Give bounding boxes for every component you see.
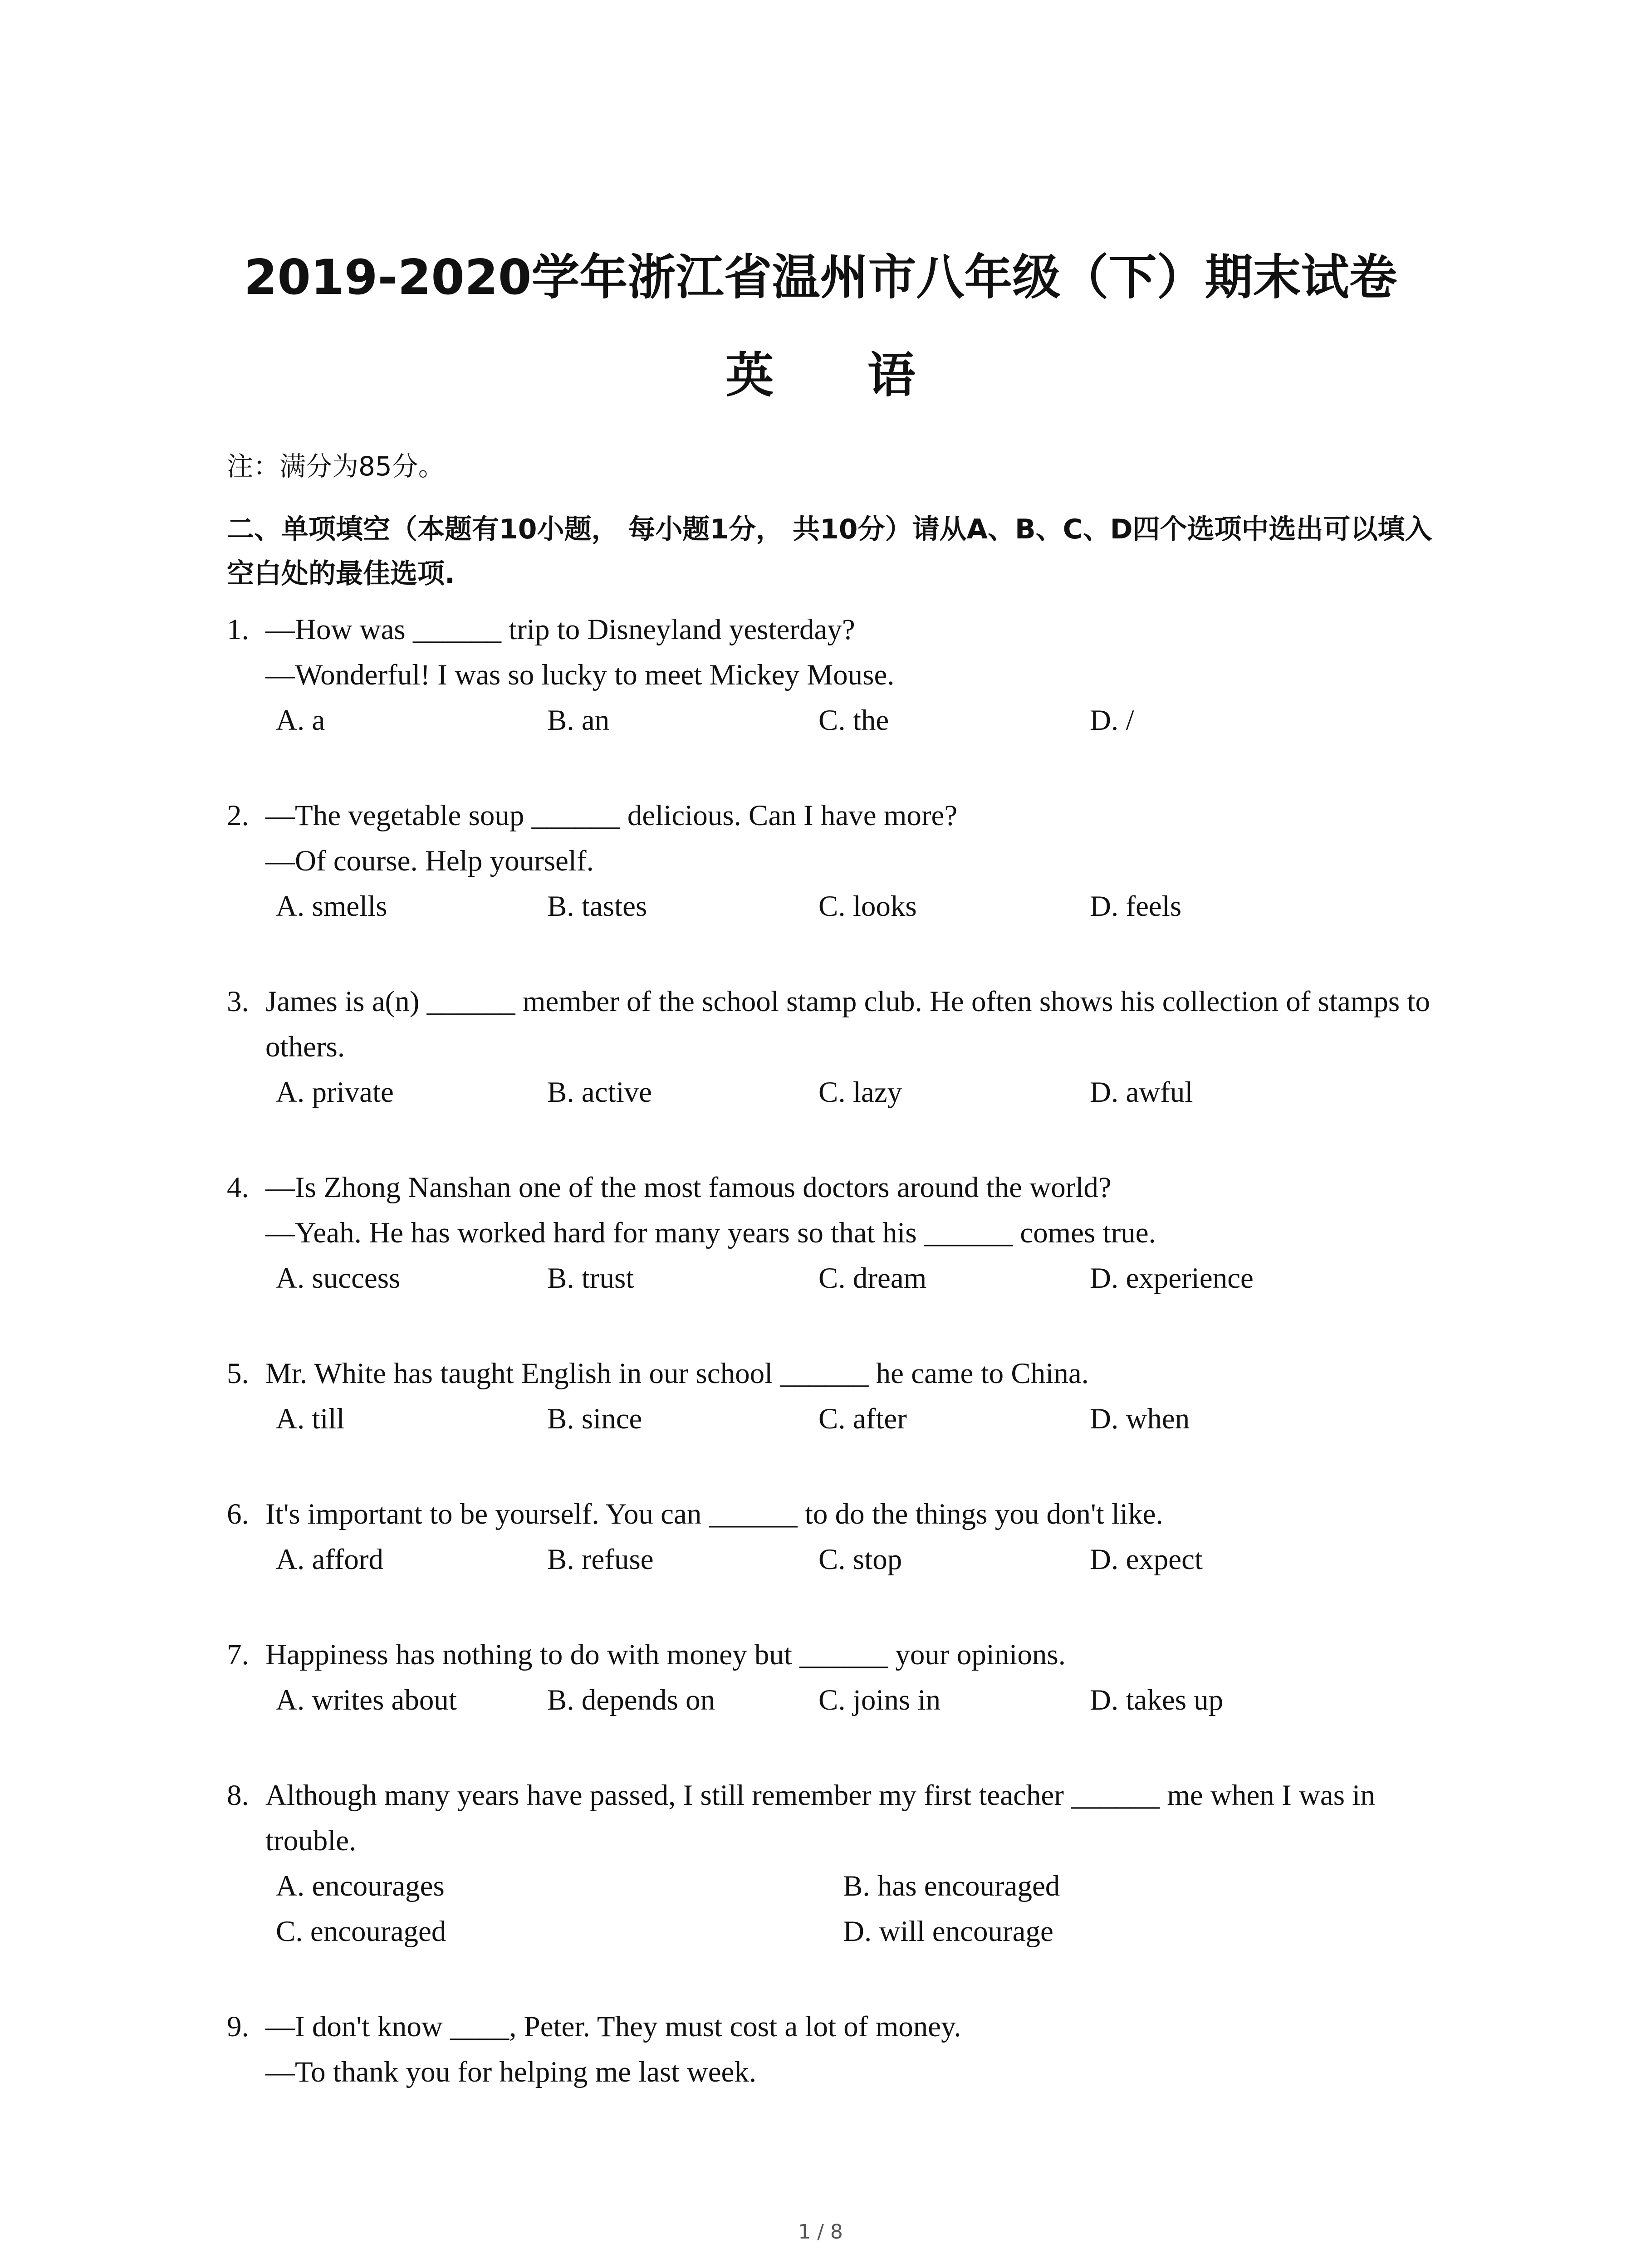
question-text: —Is Zhong Nanshan one of the most famous doctors around the world? xyxy=(265,1171,1112,1204)
exam-title: 2019-2020学年浙江省温州市八年级（下）期末试卷 xyxy=(244,249,1397,305)
question-line xyxy=(227,1491,1461,1537)
question-text: —How was ______ trip to Disneyland yesterday? xyxy=(265,613,855,646)
option-b: B. since xyxy=(547,1403,642,1435)
option-b: B. has encouraged xyxy=(843,1870,1060,1902)
option-d: D. will encourage xyxy=(843,1915,1053,1948)
option-b: B. depends on xyxy=(547,1684,715,1716)
question-7 xyxy=(0,1632,1641,1723)
question-line xyxy=(227,1773,1461,1863)
option-c: C. looks xyxy=(818,890,917,923)
option-d: D. when xyxy=(1090,1403,1190,1435)
answer-options xyxy=(276,698,1455,743)
option-a: A. success xyxy=(276,1262,401,1295)
question-line xyxy=(227,979,1461,1070)
question-9 xyxy=(0,2004,1641,2095)
question-6 xyxy=(0,1491,1641,1582)
option-d: D. expect xyxy=(1090,1543,1203,1576)
question-number: 4. xyxy=(227,1171,249,1204)
question-text: Mr. White has taught English in our school ______ he came to China. xyxy=(265,1357,1089,1390)
question-line xyxy=(227,607,1461,652)
question-text: —Wonderful! I was so lucky to meet Mickey Mouse. xyxy=(265,659,895,691)
option-b: B. trust xyxy=(547,1262,634,1295)
option-c: C. dream xyxy=(818,1262,927,1295)
answer-options-row xyxy=(276,1909,1455,1954)
question-line xyxy=(227,1165,1461,1210)
option-b: B. tastes xyxy=(547,890,647,923)
question-line xyxy=(227,1632,1461,1677)
question-text: Happiness has nothing to do with money but ______ your opinions. xyxy=(265,1638,1066,1671)
question-number: 5. xyxy=(227,1357,249,1390)
option-a: A. smells xyxy=(276,890,387,923)
option-c: C. after xyxy=(818,1403,907,1435)
option-c: C. lazy xyxy=(818,1076,902,1109)
question-line xyxy=(227,793,1461,838)
question-1 xyxy=(0,607,1641,743)
question-text: —I don't know ____, Peter. They must cost a lot of money. xyxy=(265,2010,961,2043)
option-c: C. encouraged xyxy=(276,1915,446,1948)
answer-options xyxy=(276,1256,1455,1301)
option-d: D. feels xyxy=(1090,890,1182,923)
question-list xyxy=(0,607,1641,2145)
question-text: —The vegetable soup ______ delicious. Can I have more? xyxy=(265,799,958,832)
question-line xyxy=(227,1210,1461,1256)
option-b: B. active xyxy=(547,1076,652,1109)
question-2 xyxy=(0,793,1641,929)
question-text: —Of course. Help yourself. xyxy=(265,845,594,877)
exam-subject: 英 语 xyxy=(725,347,954,403)
section-heading: 二、单项填空（本题有10小题， 每小题1分， 共10分）请从A、B、C、D四个选项中选出可以填入空白处的最佳选项. xyxy=(227,513,1432,590)
option-a: A. afford xyxy=(276,1543,384,1576)
score-note: 注：满分为85分。 xyxy=(227,451,445,482)
question-number: 9. xyxy=(227,2010,249,2043)
question-4 xyxy=(0,1165,1641,1301)
question-number: 1. xyxy=(227,613,249,646)
question-number: 3. xyxy=(227,985,249,1018)
option-d: D. / xyxy=(1090,704,1134,737)
option-b: B. an xyxy=(547,704,610,737)
option-d: D. experience xyxy=(1090,1262,1254,1295)
option-d: D. awful xyxy=(1090,1076,1193,1109)
option-c: C. joins in xyxy=(818,1684,941,1716)
answer-options xyxy=(276,1537,1455,1582)
question-number: 2. xyxy=(227,799,249,832)
question-text: James is a(n) ______ member of the school stamp club. He often shows his collection of stamps to others. xyxy=(265,985,1430,1063)
option-c: C. the xyxy=(818,704,889,737)
page-number: 1 / 8 xyxy=(798,2220,843,2244)
option-a: A. private xyxy=(276,1076,394,1109)
question-text: —Yeah. He has worked hard for many years so that his ______ comes true. xyxy=(265,1217,1156,1249)
question-number: 7. xyxy=(227,1638,249,1671)
question-number: 6. xyxy=(227,1498,249,1530)
option-b: B. refuse xyxy=(547,1543,654,1576)
question-text: It's important to be yourself. You can ______ to do the things you don't like. xyxy=(265,1498,1163,1530)
question-line xyxy=(227,1351,1461,1396)
question-line xyxy=(227,652,1461,698)
question-text: Although many years have passed, I still remember my first teacher ______ me when I was in trouble. xyxy=(265,1779,1375,1857)
question-line xyxy=(227,2004,1461,2049)
option-a: A. writes about xyxy=(276,1684,457,1716)
option-a: A. encourages xyxy=(276,1870,445,1902)
answer-options xyxy=(276,1677,1455,1723)
answer-options-row xyxy=(276,1863,1455,1909)
answer-options xyxy=(276,1396,1455,1442)
question-5 xyxy=(0,1351,1641,1442)
option-d: D. takes up xyxy=(1090,1684,1224,1716)
question-number: 8. xyxy=(227,1779,249,1812)
answer-options xyxy=(276,884,1455,929)
option-a: A. a xyxy=(276,704,325,737)
question-line xyxy=(227,838,1461,884)
question-line xyxy=(227,2049,1461,2095)
question-3 xyxy=(0,979,1641,1115)
option-c: C. stop xyxy=(818,1543,902,1576)
answer-options xyxy=(276,1070,1455,1115)
option-a: A. till xyxy=(276,1403,345,1435)
question-text: —To thank you for helping me last week. xyxy=(265,2056,757,2088)
question-8 xyxy=(0,1773,1641,1954)
